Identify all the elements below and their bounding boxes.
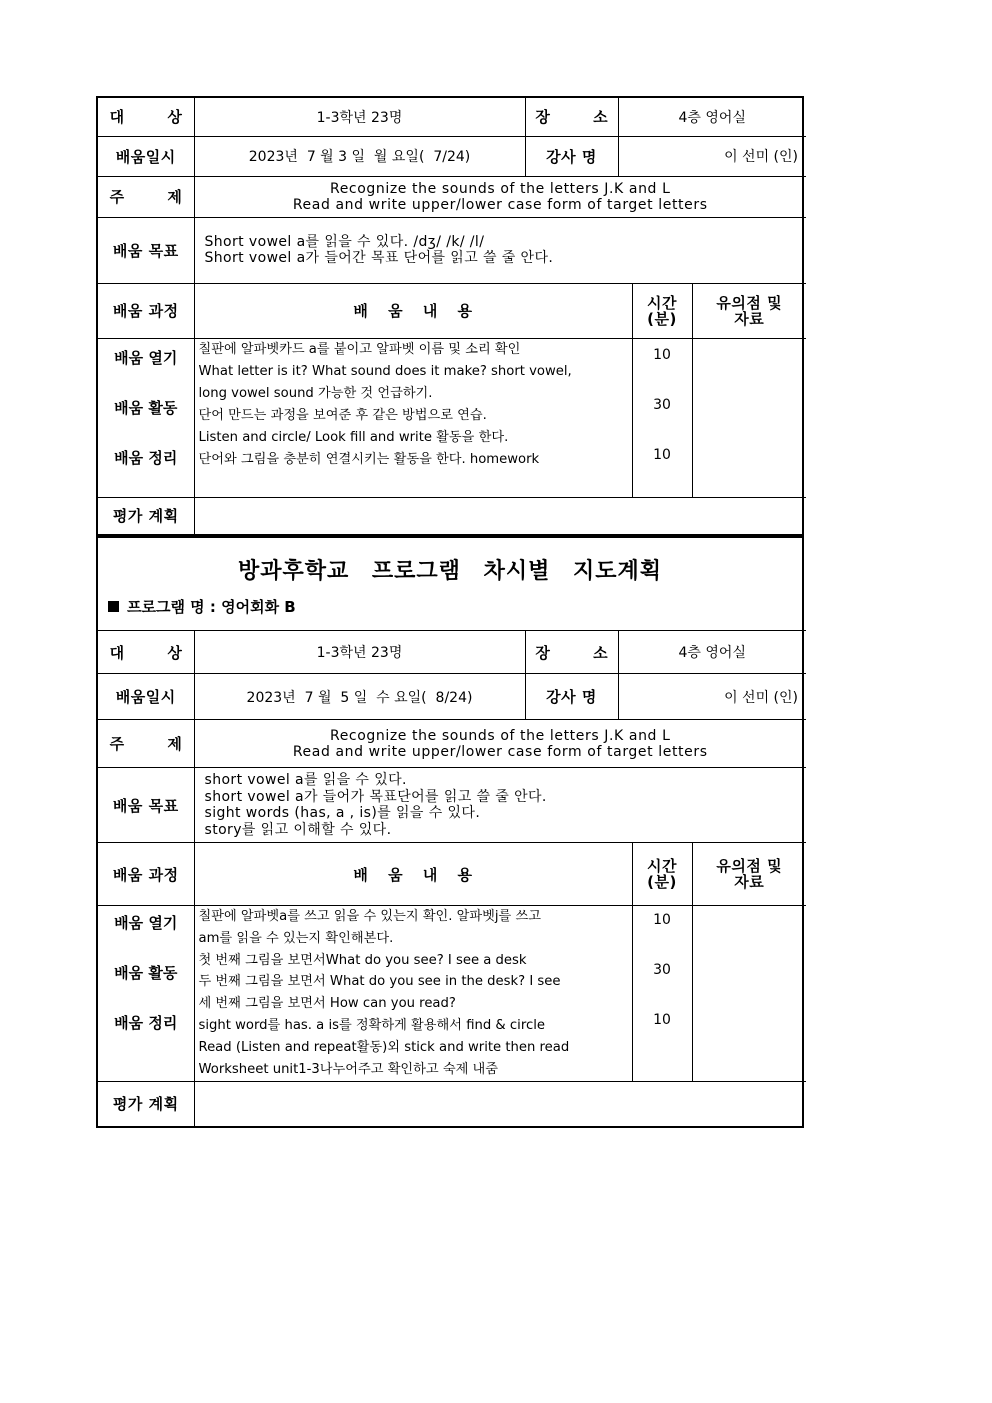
notes-header xyxy=(692,283,806,338)
content-line: am를 읽을 수 있는지 확인해본다. xyxy=(198,930,394,946)
program-name-text: 프로그램 명 : 영어회화 B xyxy=(127,598,296,616)
content-line: sight word를 has. a is를 정확하게 활용해서 find & circle xyxy=(198,1017,545,1033)
lesson-2-table xyxy=(98,630,806,1126)
goal-label: 배움 목표 xyxy=(98,217,194,283)
lesson-1-table xyxy=(98,98,806,534)
content-line: 세 번째 그림을 보면서 How can you read? xyxy=(198,996,456,1012)
notes-cell xyxy=(692,906,806,1082)
teacher-label: 강사 명 xyxy=(525,674,618,720)
date-value: 2023년 7 월 3 일 월 요일( 7/24) xyxy=(194,136,525,176)
notes-header-line-1: 유의점 및 xyxy=(716,857,783,875)
target-label: 대 상 xyxy=(98,631,194,674)
time-header-line-1: 시간 xyxy=(647,857,677,875)
lesson-plan-1 xyxy=(96,96,804,536)
content-line: 첫 번째 그림을 보면서What do you see? I see a desk xyxy=(198,952,527,968)
process-steps xyxy=(98,338,194,497)
goal-line-3: sight words (has, a , is)를 읽을 수 있다. xyxy=(204,805,481,821)
program-name xyxy=(108,596,296,617)
notes-header xyxy=(692,843,806,906)
times-cell xyxy=(632,338,692,497)
date-label: 배움일시 xyxy=(98,674,194,720)
content-cell xyxy=(194,338,632,497)
content-line: Listen and circle/ Look fill and write 활동을 한다. xyxy=(198,429,509,445)
goal-value xyxy=(194,768,806,843)
notes-cell xyxy=(692,338,806,497)
place-value: 4층 영어실 xyxy=(618,98,806,136)
content-line: 단어 만드는 과정을 보여준 후 같은 방법으로 연습. xyxy=(198,407,487,423)
notes-header-line-2: 자료 xyxy=(734,309,765,328)
teacher-label: 강사 명 xyxy=(525,136,618,176)
place-value: 4층 영어실 xyxy=(618,631,806,674)
goal-line-4: story를 읽고 이해할 수 있다. xyxy=(204,821,392,838)
content-line: long vowel sound 가능한 것 언급하기. xyxy=(198,385,433,401)
page-title: 방과후학교 프로그램 차시별 지도계획 xyxy=(237,559,662,584)
time-open: 10 xyxy=(653,346,671,363)
content-line: 단어와 그림을 충분히 연결시키는 활동을 한다. homework xyxy=(198,451,540,467)
content-line: Worksheet unit1-3나누어주고 확인하고 숙제 내줌 xyxy=(198,1061,498,1077)
goal-value xyxy=(194,217,806,283)
evaluation-value xyxy=(194,497,806,534)
time-header-line-1: 시간 xyxy=(647,293,677,312)
time-header xyxy=(632,283,692,338)
notes-header-line-1: 유의점 및 xyxy=(716,293,783,312)
goal-label: 배움 목표 xyxy=(98,768,194,843)
topic-line-1: Recognize the sounds of the letters J.K and L xyxy=(330,727,671,744)
time-close: 10 xyxy=(653,446,671,463)
times-cell xyxy=(632,906,692,1082)
teacher-value: 이 선미 (인) xyxy=(618,674,806,720)
time-header xyxy=(632,843,692,906)
content-line: 칠판에 알파벳a를 쓰고 읽을 수 있는지 확인. 알파벳j를 쓰고 xyxy=(198,909,541,924)
place-label: 장 소 xyxy=(525,631,618,674)
plan-header xyxy=(98,538,802,630)
content-line: What letter is it? What sound does it make? short vowel, xyxy=(198,363,572,379)
time-activity: 30 xyxy=(653,962,671,978)
topic-line-2: Read and write upper/lower case form of target letters xyxy=(292,743,708,760)
step-close-label: 배움 정리 xyxy=(114,1014,178,1032)
topic-value xyxy=(194,720,806,768)
step-close-label: 배움 정리 xyxy=(114,448,178,467)
step-activity-label: 배움 활동 xyxy=(114,964,178,982)
lesson-plan-2 xyxy=(96,536,804,1128)
process-steps xyxy=(98,906,194,1082)
process-label: 배움 과정 xyxy=(98,283,194,338)
content-line: Read (Listen and repeat활동)외 stick and write then read xyxy=(198,1039,570,1055)
step-activity-label: 배움 활동 xyxy=(114,398,178,417)
topic-value xyxy=(194,176,806,217)
time-header-line-2: (분) xyxy=(647,873,677,891)
goal-line-2: Short vowel a가 들어간 목표 단어를 읽고 쓸 줄 안다. xyxy=(204,250,554,266)
time-open: 10 xyxy=(653,912,671,928)
content-header: 배 움 내 용 xyxy=(194,843,632,906)
topic-label: 주 제 xyxy=(98,176,194,217)
step-open-label: 배움 열기 xyxy=(114,914,178,932)
date-label: 배움일시 xyxy=(98,136,194,176)
topic-line-2: Read and write upper/lower case form of target letters xyxy=(292,196,708,213)
target-value: 1-3학년 23명 xyxy=(194,98,525,136)
content-line: 두 번째 그림을 보면서 What do you see in the desk? I see xyxy=(198,974,561,990)
time-close: 10 xyxy=(653,1012,671,1028)
content-header: 배 움 내 용 xyxy=(194,283,632,338)
content-line: 칠판에 알파벳카드 a를 붙이고 알파벳 이름 및 소리 확인 xyxy=(198,341,521,357)
time-activity: 30 xyxy=(653,396,671,413)
goal-line-2: short vowel a가 들어가 목표단어를 읽고 쓸 줄 안다. xyxy=(204,788,547,805)
topic-line-1: Recognize the sounds of the letters J.K and L xyxy=(330,180,671,197)
evaluation-label: 평가 계획 xyxy=(98,497,194,534)
notes-header-line-2: 자료 xyxy=(734,873,765,891)
content-cell xyxy=(194,906,632,1082)
process-label: 배움 과정 xyxy=(98,843,194,906)
topic-label: 주 제 xyxy=(98,720,194,768)
goal-line-1: short vowel a를 읽을 수 있다. xyxy=(204,772,407,788)
goal-line-1: Short vowel a를 읽을 수 있다. /dʒ/ /k/ /l/ xyxy=(204,234,485,250)
target-value: 1-3학년 23명 xyxy=(194,631,525,674)
date-value: 2023년 7 월 5 일 수 요일( 8/24) xyxy=(194,674,525,720)
step-open-label: 배움 열기 xyxy=(114,348,178,367)
evaluation-value xyxy=(194,1082,806,1126)
time-header-line-2: (분) xyxy=(647,309,677,328)
target-label: 대 상 xyxy=(98,98,194,136)
teacher-value: 이 선미 (인) xyxy=(618,136,806,176)
square-bullet-icon xyxy=(108,601,119,612)
evaluation-label: 평가 계획 xyxy=(98,1082,194,1126)
place-label: 장 소 xyxy=(525,98,618,136)
